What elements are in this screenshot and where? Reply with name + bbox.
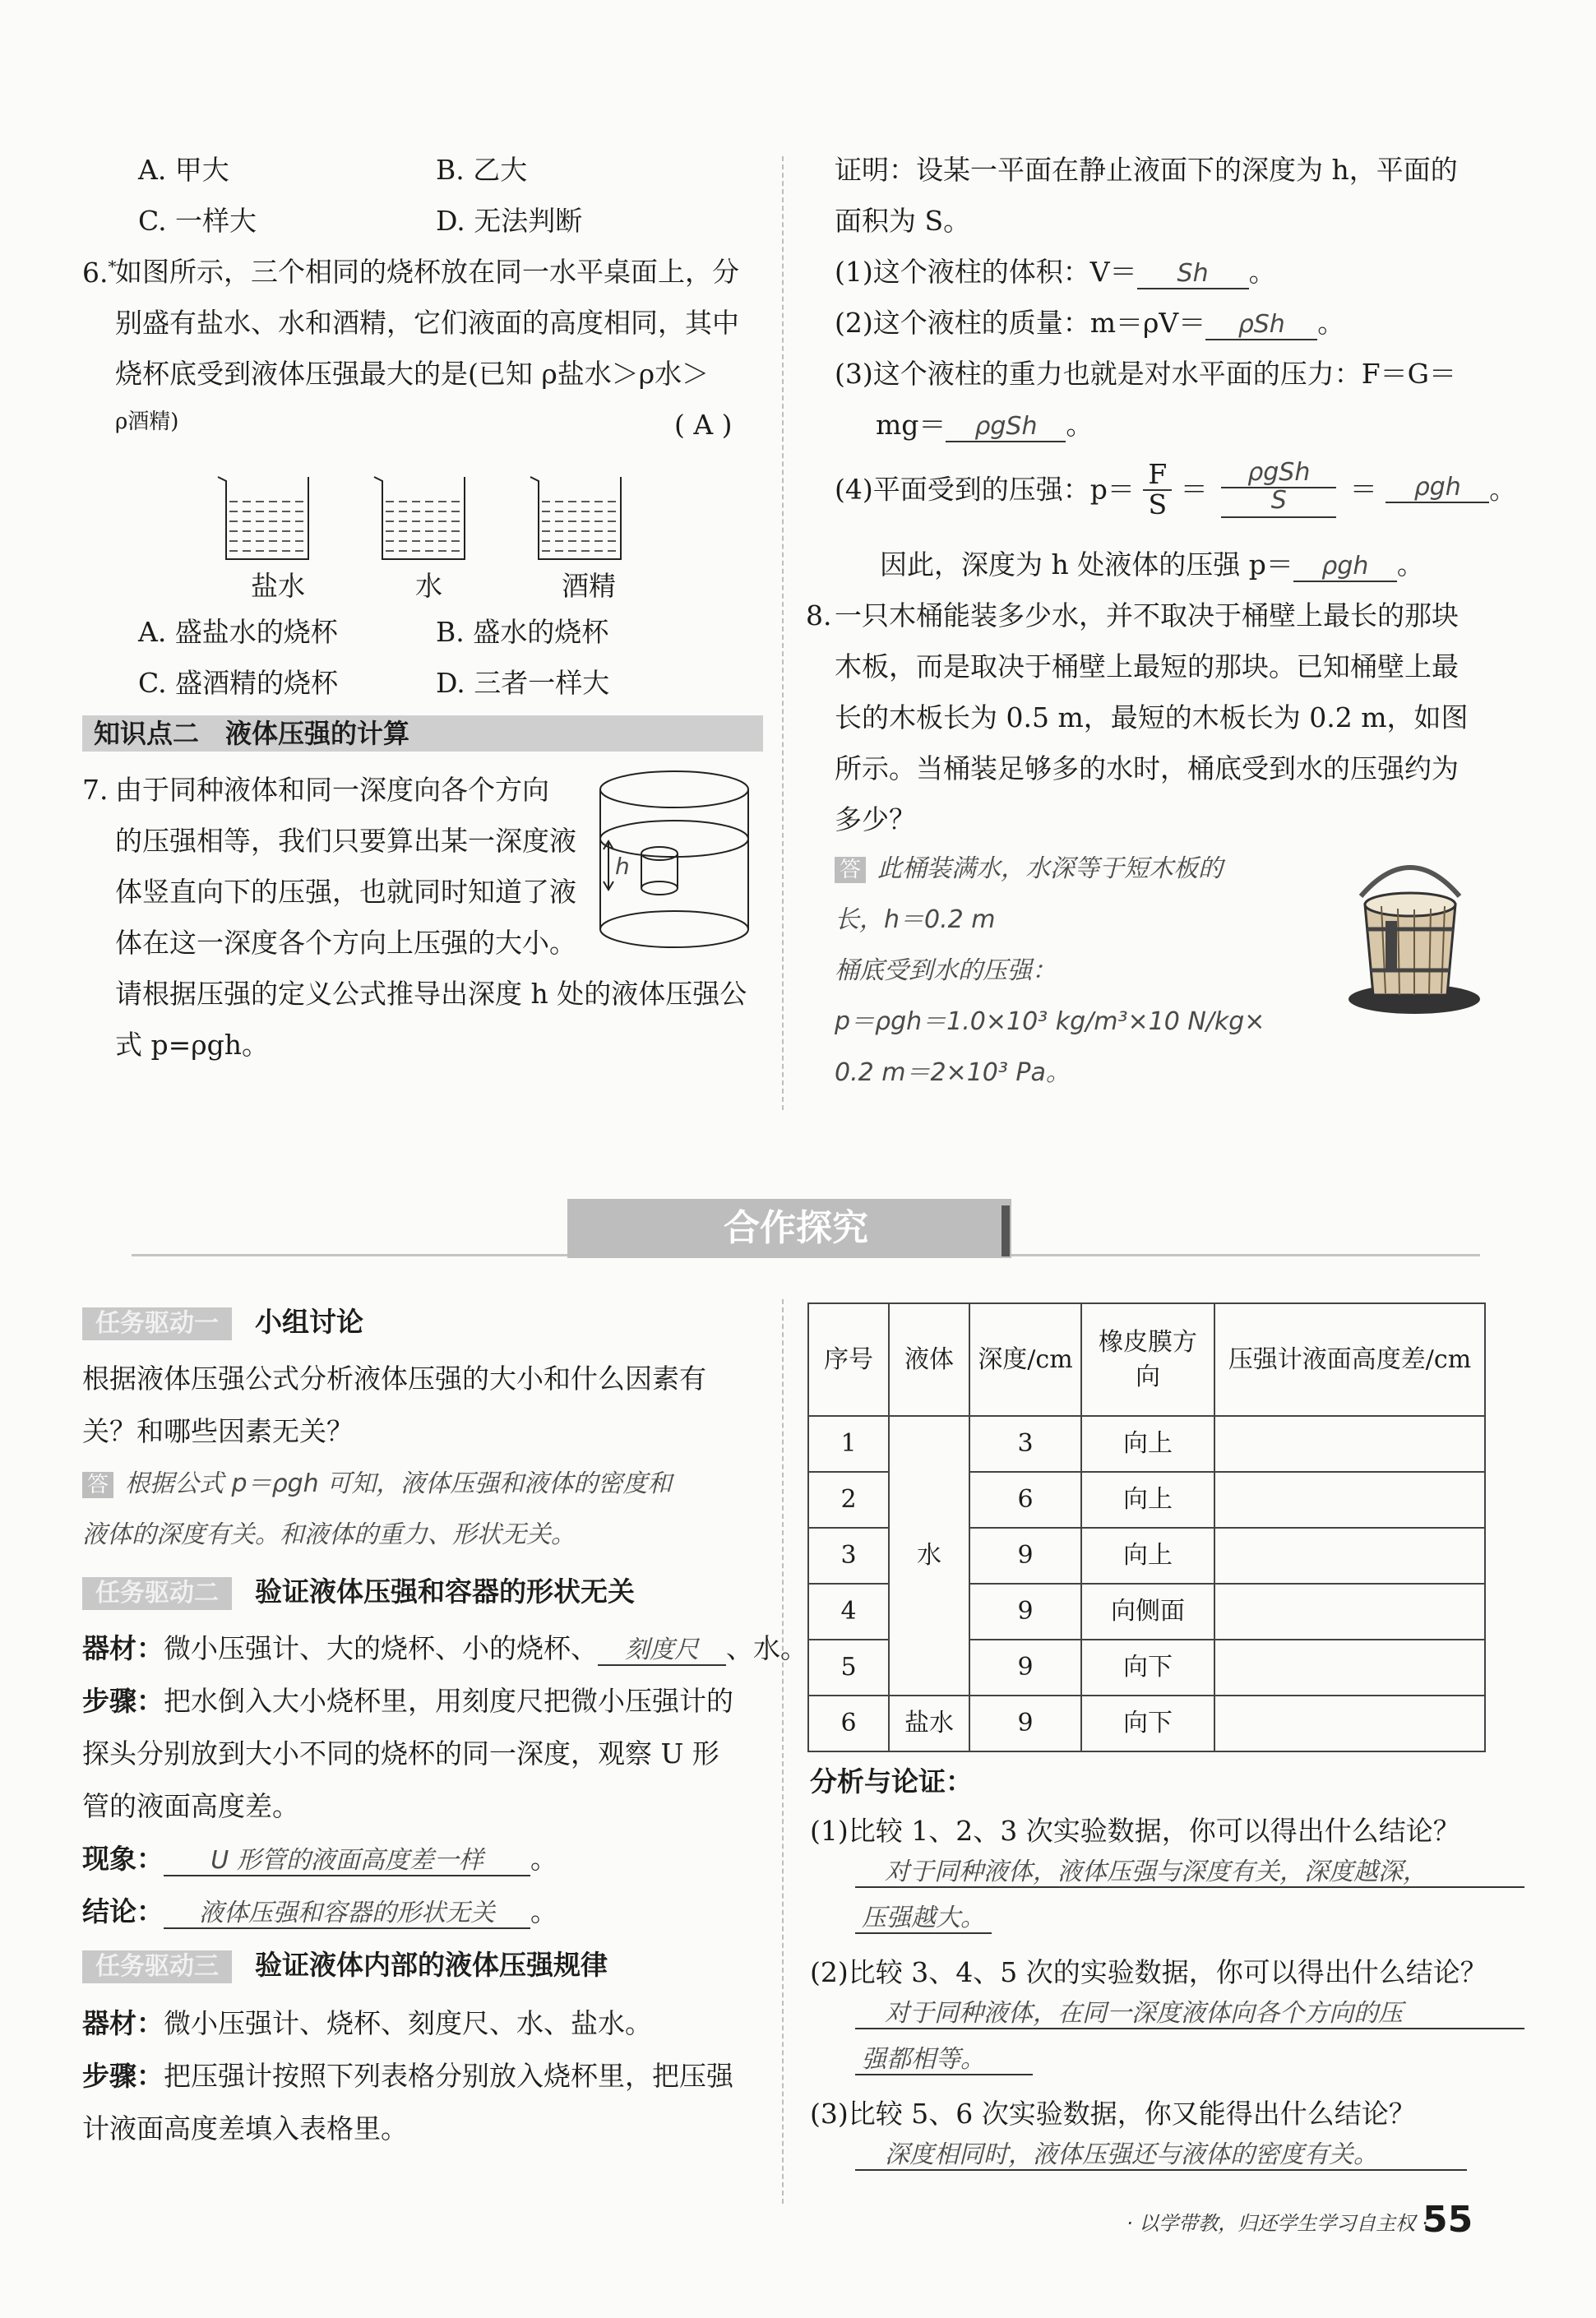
task2-phenomenon: 现象： U 形管的液面高度差一样 。 [82, 1843, 557, 1875]
q7-line: 由于同种液体和同一深度向各个方向 [115, 774, 549, 806]
column-divider [782, 156, 784, 1110]
proof-step-1: (1)这个液柱的体积：V＝ Sh 。 [835, 256, 1276, 288]
proof-conclusion: 因此，深度为 h 处液体的压强 p＝ ρgh 。 [880, 548, 1424, 581]
table-header-row [808, 1303, 1485, 1416]
task2-heading: 任务驱动二 验证液体压强和容器的形状无关 [82, 1577, 635, 1610]
table-header: 橡皮膜方向 [1081, 1303, 1214, 1416]
proof-step-3-cont: mg＝ ρgSh 。 [876, 409, 1094, 441]
figure-h-label: h [615, 853, 630, 880]
task3-materials: 器材：微小压强计、烧杯、刻度尺、水、盐水。 [82, 2007, 652, 2039]
proof-step-2: (2)这个液柱的质量：m＝ρV＝ ρSh 。 [835, 307, 1345, 339]
liquid-cell: 盐水 [889, 1696, 969, 1751]
q6-line: ρ酒精) [115, 409, 179, 434]
q8-answer-line: 桶底受到水的压强： [835, 956, 1057, 985]
proof-step-1-answer: Sh [1137, 261, 1249, 289]
q6-option-d: D. 三者一样大 [436, 667, 610, 699]
q7-line: 体在这一深度各个方向上压强的大小。 [115, 927, 576, 959]
q6-answer: ( A ) [674, 409, 733, 441]
task2-conclusion-answer: 液体压强和容器的形状无关 [164, 1901, 530, 1929]
task1-question: 根据液体压强公式分析液体压强的大小和什么因素有 [82, 1363, 706, 1395]
task3-steps: 计液面高度差填入表格里。 [82, 2112, 408, 2144]
analysis-a1: 对于同种液体，液体压强与深度有关，深度越深， [855, 1860, 1524, 1888]
analysis-a2: 强都相等。 [855, 2047, 1033, 2075]
table-header: 深度/cm [969, 1303, 1081, 1416]
answer-tag: 答 [82, 1472, 113, 1498]
table-header: 液体 [889, 1303, 969, 1416]
task3-tag: 任务驱动三 [82, 1950, 232, 1983]
column-divider [782, 1299, 784, 2204]
task3-heading: 任务驱动三 验证液体内部的液体压强规律 [82, 1950, 608, 1983]
task2-conclusion: 结论： 液体压强和容器的形状无关 。 [82, 1895, 557, 1927]
task2-materials: 器材：微小压强计、大的烧杯、小的烧杯、 刻度尺 、水。 [82, 1632, 807, 1664]
wooden-bucket-icon [1336, 847, 1484, 1020]
q8-line: 多少？ [835, 803, 916, 835]
proof-conclusion-answer: ρgh [1293, 554, 1397, 582]
knowledge-point-2-heading: 知识点二 液体压强的计算 [82, 715, 763, 752]
q7-line: 体竖直向下的压强，也就同时知道了液 [115, 876, 576, 908]
q7-line: 请根据压强的定义公式推导出深度 h 处的液体压强公 [115, 978, 747, 1010]
q8-line: 木板，而是取决于桶壁上最短的那块。已知桶壁上最 [835, 650, 1459, 682]
q8-answer-line: 0.2 m＝2×10³ Pa。 [835, 1058, 1071, 1087]
table-row: 1 水 3 向上 [808, 1416, 1485, 1472]
task2-tag: 任务驱动二 [82, 1577, 232, 1610]
beaker-water-icon [374, 477, 465, 559]
beaker-label: 酒精 [562, 570, 616, 602]
q8-line: 所示。当桶装足够多的水时，桶底受到水的压强约为 [835, 752, 1459, 784]
proof-intro: 证明：设某一平面在静止液面下的深度为 h，平面的 [835, 154, 1458, 186]
task2-steps: 探头分别放到大小不同的烧杯的同一深度，观察 U 形 [82, 1737, 719, 1770]
q5-option-b: B. 乙大 [436, 154, 528, 186]
task2-phenomenon-answer: U 形管的液面高度差一样 [164, 1848, 530, 1876]
analysis-title: 分析与论证： [810, 1765, 973, 1797]
proof-step-4-answer: ρgh [1386, 475, 1489, 503]
q6-option-a: A. 盛盐水的烧杯 [138, 616, 338, 648]
q8-number: 8. [806, 599, 832, 632]
q6-number: 6.* [82, 257, 117, 289]
beaker-label: 水 [415, 570, 442, 602]
q6-line: 如图所示，三个相同的烧杯放在同一水平桌面上，分 [115, 256, 739, 288]
q6-option-c: C. 盛酒精的烧杯 [138, 667, 339, 699]
task3-steps: 步骤：把压强计按照下列表格分别放入烧杯里，把压强 [82, 2060, 733, 2092]
table-row: 2 6 向上 [808, 1472, 1485, 1528]
task2-materials-answer: 刻度尺 [598, 1638, 726, 1666]
analysis-a2: 对于同种液体，在同一深度液体向各个方向的压 [855, 2001, 1524, 2029]
analysis-q3: (3)比较 5、6 次实验数据，你又能得出什么结论？ [810, 2098, 1416, 2130]
task2-steps: 管的液面高度差。 [82, 1790, 299, 1822]
q6-line: 烧杯底受到液体压强最大的是(已知 ρ盐水＞ρ水＞ [115, 358, 710, 390]
q6-option-b: B. 盛水的烧杯 [436, 616, 609, 648]
table-row: 4 9 向侧面 [808, 1584, 1485, 1640]
proof-step-3-answer: ρgSh [946, 414, 1066, 442]
q8-answer: 答 此桶装满水，水深等于短木板的 [835, 857, 1223, 883]
fraction-F-over-S: $\frac{F}{S}$ [1143, 460, 1172, 518]
q6-line: 别盛有盐水、水和酒精，它们液面的高度相同，其中 [115, 307, 739, 339]
analysis-q2: (2)比较 3、4、5 次的实验数据，你可以得出什么结论？ [810, 1956, 1487, 1988]
task1-heading: 任务驱动一 小组讨论 [82, 1307, 363, 1340]
proof-step-3: (3)这个液柱的重力也就是对水平面的压力：F＝G＝ [835, 358, 1457, 390]
liquid-cell: 水 [889, 1416, 969, 1696]
beaker-label: 盐水 [251, 570, 305, 602]
beaker-saltwater-icon [218, 477, 308, 559]
q5-option-d: D. 无法判断 [436, 205, 583, 237]
table-header: 序号 [808, 1303, 889, 1416]
table-row: 6 盐水 9 向下 [808, 1696, 1485, 1751]
q5-option-a: A. 甲大 [138, 154, 229, 186]
table-header: 压强计液面高度差/cm [1214, 1303, 1485, 1416]
proof-intro: 面积为 S。 [835, 205, 971, 237]
proof-step-2-answer: ρSh [1205, 312, 1317, 340]
q8-answer-line: 长，h＝0.2 m [835, 905, 996, 934]
table-row: 3 9 向上 [808, 1528, 1485, 1584]
q7-number: 7. [82, 774, 109, 806]
proof-step-4: (4)平面受到的压强：p＝ $\frac{F}{S}$ ＝ $\frac{\text{ρgSh}}{S}$ ＝ ρgh 。 [835, 458, 1517, 521]
section-banner-title: 合作探究 [724, 1207, 868, 1249]
footer-slogan: · 以学带教，归还学生学习自主权 · [1126, 2212, 1428, 2235]
task1-answer: 答 根据公式 p＝ρgh 可知，液体压强和液体的密度和 [82, 1472, 672, 1498]
experiment-table [807, 1302, 1486, 1752]
task1-answer: 液体的深度有关。和液体的重力、形状无关。 [82, 1520, 576, 1549]
answer-tag: 答 [835, 857, 866, 883]
proof-step-4-answer-fraction: $\frac{\text{ρgSh}}{S}$ [1221, 460, 1336, 518]
q7-line: 的压强相等，我们只要算出某一深度液 [115, 825, 576, 857]
beaker-alcohol-icon [530, 477, 621, 559]
task2-steps: 步骤：把水倒入大小烧杯里，用刻度尺把微小压强计的 [82, 1685, 733, 1717]
task1-question: 关？和哪些因素无关？ [82, 1415, 354, 1447]
analysis-q1: (1)比较 1、2、3 次实验数据，你可以得出什么结论？ [810, 1815, 1460, 1847]
task1-tag: 任务驱动一 [82, 1307, 232, 1340]
table-row: 5 9 向下 [808, 1640, 1485, 1696]
q8-answer-line: p＝ρgh＝1.0×10³ kg/m³×10 N/kg× [835, 1007, 1265, 1036]
page-number: 55 [1423, 2199, 1473, 2241]
q8-line: 一只木桶能装多少水，并不取决于桶壁上最长的那块 [835, 599, 1459, 632]
q8-line: 长的木板长为 0.5 m，最短的木板长为 0.2 m，如图 [835, 701, 1469, 733]
q5-option-c: C. 一样大 [138, 205, 257, 237]
analysis-a3: 深度相同时，液体压强还与液体的密度有关。 [855, 2143, 1467, 2171]
beakers-figure [210, 469, 637, 567]
section-banner-edge [1002, 1205, 1010, 1256]
q7-line: 式 p=ρgh。 [115, 1029, 270, 1061]
analysis-a1: 压强越大。 [855, 1906, 992, 1934]
